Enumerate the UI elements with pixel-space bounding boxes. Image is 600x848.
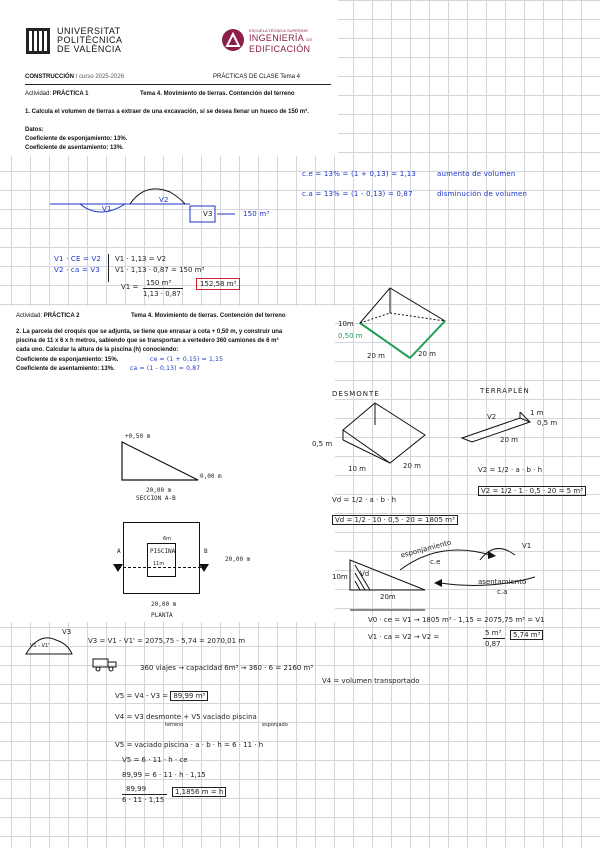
- vs-line: V5 = 6 · 11 · h · ce: [122, 756, 188, 764]
- terrain-sketch: [50, 180, 240, 230]
- vol-pisc: V5 = vaciado piscina · a · b · h = 6 · 11 · h: [115, 741, 264, 749]
- desmonte-title: DESMONTE: [332, 390, 380, 398]
- seccion-caption: SECCION A-B: [136, 495, 176, 502]
- p2-tema: Tema 4. Movimiento de tierras. Contención del terreno: [131, 313, 286, 319]
- desm-h: 0,5 m: [312, 440, 333, 448]
- prism-d: 20 m: [367, 352, 385, 360]
- terr-eq1: V2 = 1/2 · a · b · h: [478, 466, 543, 474]
- school-logo: [221, 28, 245, 52]
- vd-eq1: Vd = 1/2 · a · b · h: [332, 496, 397, 504]
- marker-a: A: [117, 548, 121, 555]
- section-markers: [111, 556, 211, 576]
- seccion-triangle: [120, 440, 200, 482]
- v4-sub2: esponjado: [262, 722, 288, 728]
- vd-eq2: Vd = 1/2 · 10 · 0,5 · 20 = 1805 m³: [332, 515, 458, 525]
- desm-w: 10 m: [348, 465, 366, 473]
- v3-value: 150 m³: [243, 210, 270, 218]
- v1-calc: V0 · ce = V1 → 1805 m³ · 1,15 = 2075,75 m³ = V1: [368, 616, 545, 624]
- pool-l: 11m: [153, 561, 165, 567]
- p2-activity: Actividad: PRÁCTICA 2: [16, 313, 80, 319]
- vd-tag: Vd: [360, 570, 370, 578]
- v1-label: V1: [102, 205, 112, 213]
- p1-coef1: Coeficiente de esponjamiento: 13%.: [25, 136, 128, 142]
- ca-line: c.a = 13% = (1 - 0,13) = 0,87: [302, 190, 413, 198]
- p1-tema: Tema 4. Movimiento de tierras. Contención del terreno: [140, 91, 295, 97]
- rel-divider: [108, 254, 109, 282]
- ca-note: disminución de volumen: [437, 190, 528, 198]
- eq3-lhs: V1 =: [121, 283, 139, 291]
- p2-statement3: cada uno. Calcular la altura de la piscina (h) conociendo:: [16, 347, 179, 353]
- header-rule: [25, 84, 331, 85]
- eq3-num: 150 m³: [146, 279, 172, 287]
- v1p-den: 0,87: [485, 640, 501, 648]
- v3-calc: V3 = V1 - V1' = 2075,75 - 5,74 = 2070,01 m: [88, 637, 246, 645]
- v4-sub1: terreno: [165, 722, 184, 728]
- result1: 152,58 m³: [196, 278, 240, 290]
- p1-coef2: Coeficiente de asentamiento: 13%.: [25, 145, 124, 151]
- p1-datos: Datos:: [25, 127, 44, 133]
- p1-activity: Actividad: PRÁCTICA 1: [25, 91, 89, 97]
- v2-label: V2: [159, 196, 169, 204]
- school-line2: EDIFICACIÓN: [249, 44, 311, 54]
- h-num: 89,99: [126, 785, 147, 793]
- prism-h2: 0,50 m: [338, 332, 363, 340]
- twenty-m: 20m: [380, 593, 396, 601]
- terr-h: 0,5 m: [537, 419, 558, 427]
- university-line: DE VALÈNCIA: [57, 44, 122, 54]
- v4-note: V4 = volumen transportado: [322, 677, 420, 685]
- ce-small: c.e: [430, 558, 441, 566]
- p2-coef1-hw: ce = (1 + 0,15) = 1,15: [150, 356, 224, 363]
- prism-sketch: [350, 283, 460, 363]
- eq3-bar: [143, 288, 183, 289]
- school-name: [249, 28, 313, 54]
- seccion-top: +0,50 m: [125, 433, 151, 440]
- h-bar: [122, 794, 167, 795]
- course-year: I curso 2025-2026: [74, 74, 125, 80]
- ce-line: c.e = 13% = (1 + 0,13) = 1,13: [302, 170, 417, 178]
- h-result: 1,1856 m = h: [172, 787, 226, 797]
- eq1: V1 · 1,13 = V2: [115, 255, 167, 263]
- p2-statement1: 2. La parcela del croquis que se adjunta, se tiene que enrasar a cota + 0,50 m, y construir una: [16, 329, 283, 335]
- camiones-calc: 360 viajes → capacidad 6m³ → 360 · 6 = 2160 m³: [140, 664, 314, 672]
- planta-bottom: 20,00 m: [151, 601, 177, 608]
- rel1: V1 · CE = V2: [54, 255, 102, 263]
- esponjamiento-label: esponjamiento: [399, 538, 453, 560]
- h-den: 6 · 11 · 1,15: [122, 796, 165, 804]
- rel2: V2 · ca = V3: [54, 266, 101, 274]
- v1p-calc: V1 · ca = V2 → V2 =: [368, 633, 440, 641]
- terr-d: 20 m: [500, 436, 518, 444]
- p2-coef2-hw: ca = (1 - 0,13) = 0,87: [130, 365, 201, 372]
- p2-statement2: piscina de 11 x 6 x h metros, sabiendo que se transportan a vertedero 360 camiones de 6 m³: [16, 338, 279, 344]
- sub-line: 89,99 = 6 · 11 · h · 1,15: [122, 771, 206, 779]
- asentamiento-label: asentamiento: [478, 578, 527, 586]
- p2-coef2: Coeficiente de asentamiento: 13%.: [16, 366, 115, 372]
- school-top: ESCUELA TÉCNICA SUPERIOR: [249, 28, 308, 33]
- v5-calc: V5 = V4 - V3 = 89,99 m³: [115, 692, 208, 700]
- desm-d: 20 m: [403, 462, 421, 470]
- course-line: [25, 73, 124, 81]
- school-line1: INGENIERÍA DE: [249, 33, 313, 43]
- v4-eq: V4 = V3 desmonte + V5 vaciado piscina: [115, 713, 257, 721]
- pool-w: 6m: [163, 536, 172, 542]
- v1p-num: 5 m³: [485, 629, 502, 637]
- ten-m: 10m: [332, 573, 348, 581]
- prism-w: 20 m: [418, 350, 436, 358]
- v1-tag: V1: [522, 542, 532, 550]
- terr-v: V2: [487, 413, 497, 421]
- seccion-bottom: 20,00 m: [146, 487, 172, 494]
- transport-sketch: [330, 535, 570, 625]
- terraplen-title: TERRAPLÉN: [480, 387, 530, 395]
- v3-tag: V3: [62, 628, 72, 636]
- v5-value: 89,99 m³: [170, 691, 208, 701]
- desmonte-prism: [335, 395, 435, 467]
- v1v1p: V1 - V1': [30, 643, 50, 649]
- university-line: POLITÈCNICA: [57, 35, 123, 45]
- terr-w: 1 m: [530, 409, 544, 417]
- ca-small: c.a: [497, 588, 508, 596]
- practicas-title: PRÁCTICAS DE CLASE Tema 4: [213, 74, 300, 80]
- pool-label: PISCINA: [150, 548, 176, 555]
- v1p-bar: [483, 638, 505, 639]
- prism-h: 10m: [338, 320, 354, 328]
- p2-coef1: Coeficiente de esponjamiento: 15%.: [16, 357, 119, 363]
- eq3-den: 1,13 · 0,87: [143, 290, 181, 298]
- ce-note: aumento de volumen: [437, 170, 516, 178]
- seccion-right: 0,00 m: [200, 473, 222, 480]
- planta-caption: PLANTA: [151, 612, 173, 619]
- v3-label: V3: [203, 210, 213, 218]
- eq2: V1 · 1,13 · 0,87 = 150 m³: [115, 266, 205, 274]
- truck-icon: [92, 656, 118, 677]
- marker-b: B: [204, 548, 208, 555]
- university-name: [57, 27, 123, 54]
- terr-eq2: V2 = 1/2 · 1 · 0,5 · 20 = 5 m³: [478, 486, 586, 496]
- university-logo: [25, 27, 51, 55]
- p1-statement: 1. Calcula el volumen de tierras a extraer de una excavación, si se desea llenar un hueco de 150 m³.: [25, 109, 309, 115]
- university-line: UNIVERSITAT: [57, 26, 121, 36]
- course: CONSTRUCCIÓN: [25, 74, 74, 80]
- v1p-res: 5,74 m³: [510, 630, 543, 640]
- planta-right: 20,00 m: [225, 556, 251, 563]
